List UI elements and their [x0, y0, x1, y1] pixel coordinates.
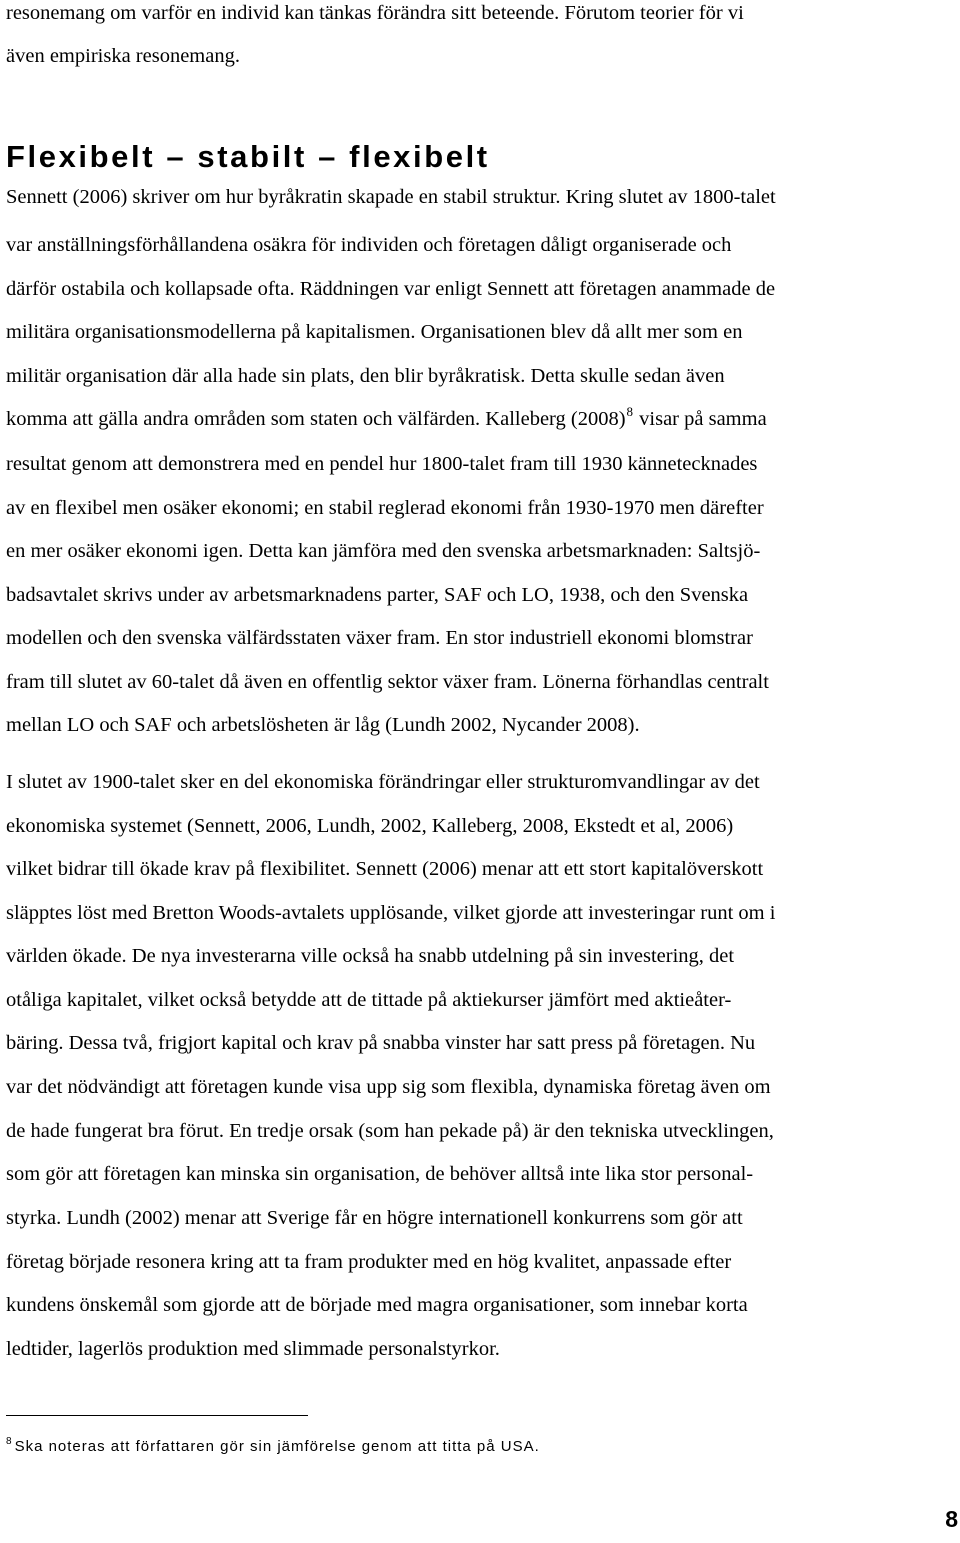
- text-line-with-footnote-ref: [6, 406, 767, 432]
- text-line: världen ökade. De nya investerarna ville också ha snabb utdelning på sin investering, det: [6, 945, 735, 967]
- text-line: Sennett (2006) skriver om hur byråkratin skapade en stabil struktur. Kring slutet av 1800-talet: [6, 186, 776, 208]
- footnote-separator: [6, 1415, 308, 1416]
- footnote: [6, 1437, 540, 1457]
- text-line: ekonomiska systemet (Sennett, 2006, Lundh, 2002, Kalleberg, 2008, Ekstedt et al, 2006): [6, 815, 734, 837]
- text-line: var anställningsförhållandena osäkra för individen och företagen dåligt organiserade och: [6, 234, 732, 256]
- text-line: militär organisation där alla hade sin plats, den blir byråkratisk. Detta skulle sedan även: [6, 365, 725, 387]
- footnote-text: Ska noteras att författaren gör sin jämförelse genom att titta på USA.: [14, 1438, 540, 1455]
- page-number: 8: [945, 1506, 958, 1532]
- text-line: mellan LO och SAF och arbetslösheten är låg (Lundh 2002, Nycander 2008).: [6, 714, 640, 736]
- text-line: otåliga kapitalet, vilket också betydde att de tittade på aktiekurser jämfört med aktieåter-: [6, 989, 732, 1011]
- text-line: ledtider, lagerlös produktion med slimmade personalstyrkor.: [6, 1338, 500, 1360]
- footnote-reference[interactable]: 8: [626, 404, 634, 419]
- text-line: resonemang om varför en individ kan tänkas förändra sitt beteende. Förutom teorier för vi: [6, 2, 744, 24]
- text-line: även empiriska resonemang.: [6, 45, 240, 67]
- text-line: vilket bidrar till ökade krav på flexibilitet. Sennett (2006) menar att ett stort kapitalöverskott: [6, 858, 764, 880]
- text-line: de hade fungerat bra förut. En tredje orsak (som han pekade på) är den tekniska utvecklingen,: [6, 1120, 774, 1142]
- text-line: var det nödvändigt att företagen kunde visa upp sig som flexibla, dynamiska företag även om: [6, 1076, 771, 1098]
- text-line: militära organisationsmodellerna på kapitalismen. Organisationen blev då allt mer som en: [6, 321, 743, 343]
- text-line: en mer osäker ekonomi igen. Detta kan jämföra med den svenska arbetsmarknaden: Saltsjö-: [6, 540, 761, 562]
- text-line: styrka. Lundh (2002) menar att Sverige får en högre internationell konkurrens som gör att: [6, 1207, 743, 1229]
- text-line: fram till slutet av 60-talet då även en offentlig sektor växer fram. Lönerna förhandlas centralt: [6, 671, 769, 693]
- text-line: som gör att företagen kan minska sin organisation, de behöver alltså inte lika stor personal-: [6, 1163, 754, 1185]
- text-line: av en flexibel men osäker ekonomi; en stabil reglerad ekonomi från 1930-1970 men därefter: [6, 497, 764, 519]
- section-heading: Flexibelt – stabilt – flexibelt: [6, 139, 490, 174]
- text-line: därför ostabila och kollapsade ofta. Räddningen var enligt Sennett att företagen anammade de: [6, 278, 776, 300]
- text-line: modellen och den svenska välfärdsstaten växer fram. En stor industriell ekonomi blomstrar: [6, 627, 753, 649]
- text-line: I slutet av 1900-talet sker en del ekonomiska förändringar eller strukturomvandlingar av det: [6, 771, 760, 793]
- text-line: företag började resonera kring att ta fram produkter med en hög kvalitet, anpassade efter: [6, 1251, 732, 1273]
- text-line: resultat genom att demonstrera med en pendel hur 1800-talet fram till 1930 kännetecknades: [6, 453, 758, 475]
- text-line: bäring. Dessa två, frigjort kapital och krav på snabba vinster har satt press på företagen. Nu: [6, 1032, 756, 1054]
- text-segment: visar på samma: [634, 408, 767, 430]
- footnote-marker: 8: [6, 1436, 12, 1447]
- text-line: badsavtalet skrivs under av arbetsmarknadens parter, SAF och LO, 1938, och den Svenska: [6, 584, 749, 606]
- text-segment: komma att gälla andra områden som staten och välfärden. Kalleberg (2008): [6, 408, 626, 430]
- text-line: kundens önskemål som gjorde att de började med magra organisationer, som innebar korta: [6, 1294, 748, 1316]
- text-line: släpptes löst med Bretton Woods-avtalets upplösande, vilket gjorde att investeringar runt om i: [6, 902, 776, 924]
